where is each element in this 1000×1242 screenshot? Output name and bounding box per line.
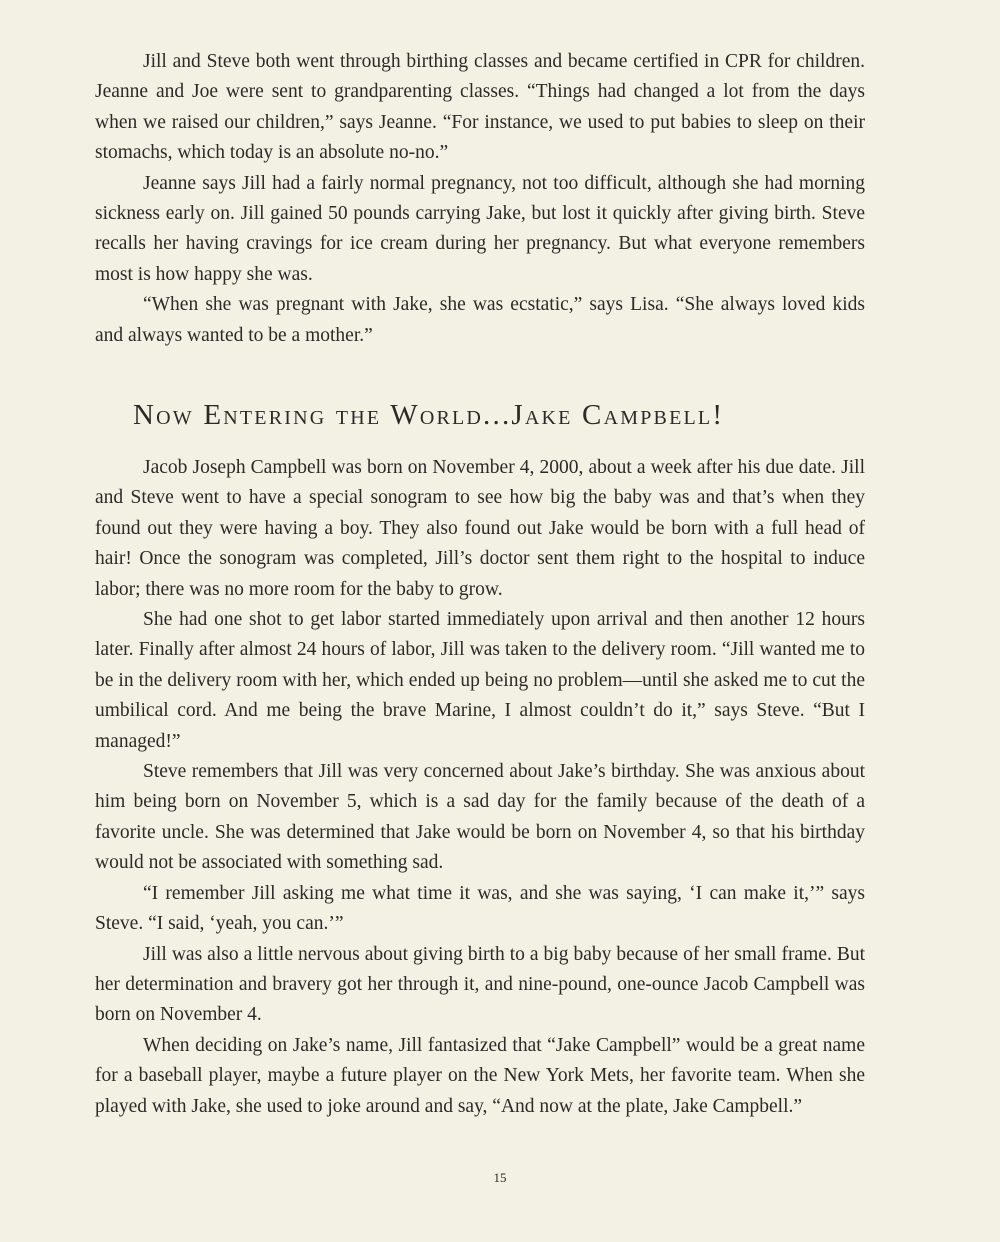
paragraph: She had one shot to get labor started immediately upon arrival and then another 12 hours later. Finally after almost 24 hours of labor, Jill was taken to the delivery room. “Jill wanted me to be in the delivery room with her, which ended up being no problem—until she asked me to cut the umbilical cord. And me being the brave Marine, I almost couldn’t do it,” says Steve. “But I managed!”: [95, 609, 865, 752]
text-block-intro: [95, 47, 865, 351]
paragraph: Steve remembers that Jill was very concerned about Jake’s birthday. She was anxious about him being born on November 5, which is a sad day for the family because of the death of a favorite uncle. She was determined that Jake would be born on November 4, so that his birthday would not be associated with something sad.: [95, 761, 865, 874]
paragraph: Jeanne says Jill had a fairly normal pregnancy, not too difficult, although she had morning sickness early on. Jill gained 50 pounds carrying Jake, but lost it quickly after giving birth. Steve recalls her having cravings for ice cream during her pregnancy. But what everyone remembers most is how happy she was.: [95, 172, 865, 285]
paragraph: “When she was pregnant with Jake, she was ecstatic,” says Lisa. “She always loved kids and always wanted to be a mother.”: [95, 294, 865, 346]
paragraph: Jacob Joseph Campbell was born on November 4, 2000, about a week after his due date. Jill and Steve went to have a special sonogram to see how big the baby was and that’s when they found out they were having a boy. They also found out Jake would be born with a full head of hair! Once the sonogram was completed, Jill’s doctor sent them right to the hospital to induce labor; there was no more room for the baby to grow.: [95, 457, 865, 600]
text-block-birth: [95, 453, 865, 1122]
paragraph: When deciding on Jake’s name, Jill fantasized that “Jake Campbell” would be a great name for a baseball player, maybe a future player on the New York Mets, her favorite team. When she played with Jake, she used to joke around and say, “And now at the plate, Jake Campbell.”: [95, 1034, 865, 1117]
page-number: 15: [493, 1170, 507, 1185]
paragraph: “I remember Jill asking me what time it was, and she was saying, ‘I can make it,’” says Steve. “I said, ‘yeah, you can.’”: [95, 882, 865, 935]
paragraph: Jill and Steve both went through birthing classes and became certified in CPR for children. Jeanne and Joe were sent to grandparenting classes. “Things had changed a lot from the days when we raised our children,” says Jeanne. “For instance, we used to put babies to sleep on their stomachs, which today is an absolute no-no.”: [95, 51, 865, 164]
paragraph: Jill was also a little nervous about giving birth to a big baby because of her small frame. But her determination and bravery got her through it, and nine-pound, one-ounce Jacob Campbell was born on November 4.: [95, 943, 865, 1026]
section-heading: Now Entering the World...Jake Campbell!: [133, 399, 725, 431]
